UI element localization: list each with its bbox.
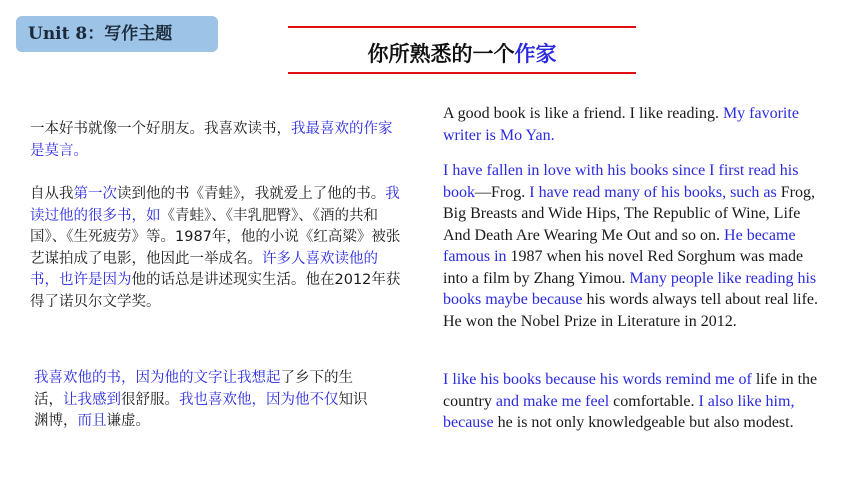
english-paragraph-2 — [443, 160, 823, 332]
text-run: 一本好书就像一个好朋友。我喜欢读书， — [30, 121, 291, 137]
chinese-paragraph-1-text — [30, 119, 406, 162]
text-run: 谦虚。 — [106, 413, 150, 429]
text-run: Frog, Big Breasts and Wide Hips, The Republic of Wine, Life And Death Are Wearing Me Out and so on. — [443, 183, 815, 244]
chinese-paragraph-2 — [30, 184, 406, 313]
highlighted-text: I like his books because his words remind me of — [443, 371, 752, 388]
highlighted-text: 许多人喜欢读他的书，也许是因为 — [30, 250, 378, 288]
highlighted-text: Many people like reading his books maybe because — [443, 269, 817, 308]
highlighted-text: 而且 — [77, 413, 107, 429]
highlighted-text: 我读过他的很多书，如 — [30, 186, 400, 224]
text-run: 了乡下的生活， — [34, 370, 353, 408]
text-run: 很舒服。 — [121, 391, 179, 408]
highlighted-text: and make me feel — [495, 392, 610, 410]
page-title — [288, 38, 636, 68]
title-top-rule — [288, 26, 636, 28]
text-run: 《青蛙》、《丰乳肥臀》、《酒的共和国》、《生死疲劳》等。1987年，他的小说《红高粱》被张艺谋拍成了电影，他因此一举成名。 — [30, 207, 401, 267]
text-run: his words always tell about real life. He won the Nobel Prize in Literature in 2012. — [443, 291, 819, 330]
text-run: comfortable. — [609, 392, 699, 410]
english-paragraph-1 — [443, 103, 823, 146]
highlighted-text: I have read many of his books, such as — [529, 183, 777, 201]
text-run: 1987 when his novel Red Sorghum was made into a film by Zhang Yimou. — [443, 248, 804, 287]
english-paragraph-3 — [443, 369, 823, 434]
highlighted-text: 我最喜欢的作家是莫言。 — [30, 121, 393, 159]
title-plain: 你所熟悉的一个 — [367, 42, 515, 66]
highlighted-text: 让我感到 — [63, 391, 121, 408]
title-highlight: 作家 — [514, 42, 557, 66]
text-run: —Frog. — [475, 183, 530, 201]
english-paragraph-1-text — [443, 103, 823, 146]
highlighted-text: I have fallen in love with his books since I first read his book — [443, 162, 799, 201]
highlighted-text: I also like him, because — [443, 392, 795, 431]
highlighted-text: 我喜欢他的书，因为他的文字让我想起 — [34, 370, 281, 386]
highlighted-text: 第一次 — [73, 186, 117, 202]
text-run: 他的话总是讲述现实生活。他在2012年获得了诺贝尔文学奖。 — [30, 272, 401, 310]
highlighted-text: My favorite writer is Mo Yan. — [443, 105, 799, 144]
text-run: 知识渊博， — [34, 391, 368, 429]
highlighted-text: 我也喜欢他，因为他不仅 — [179, 391, 339, 408]
text-run: life in the country — [443, 371, 818, 410]
text-run: 读到他的书《青蛙》，我就爱上了他的书。 — [117, 186, 386, 202]
unit-badge: Unit 8：写作主题 — [16, 16, 218, 52]
text-run: 自从我 — [30, 186, 74, 202]
text-run: he is not only knowledgeable but also modest. — [493, 414, 794, 431]
highlighted-text: He became famous in — [443, 226, 796, 265]
english-paragraph-3-text — [443, 369, 823, 434]
chinese-paragraph-3-text — [34, 368, 380, 433]
chinese-paragraph-2-text — [30, 184, 406, 313]
title-bottom-rule — [288, 72, 636, 74]
text-run: A good book is like a friend. I like reading. — [443, 105, 723, 122]
chinese-paragraph-1 — [30, 119, 406, 162]
english-paragraph-2-text — [443, 160, 823, 332]
chinese-paragraph-3 — [34, 368, 380, 433]
